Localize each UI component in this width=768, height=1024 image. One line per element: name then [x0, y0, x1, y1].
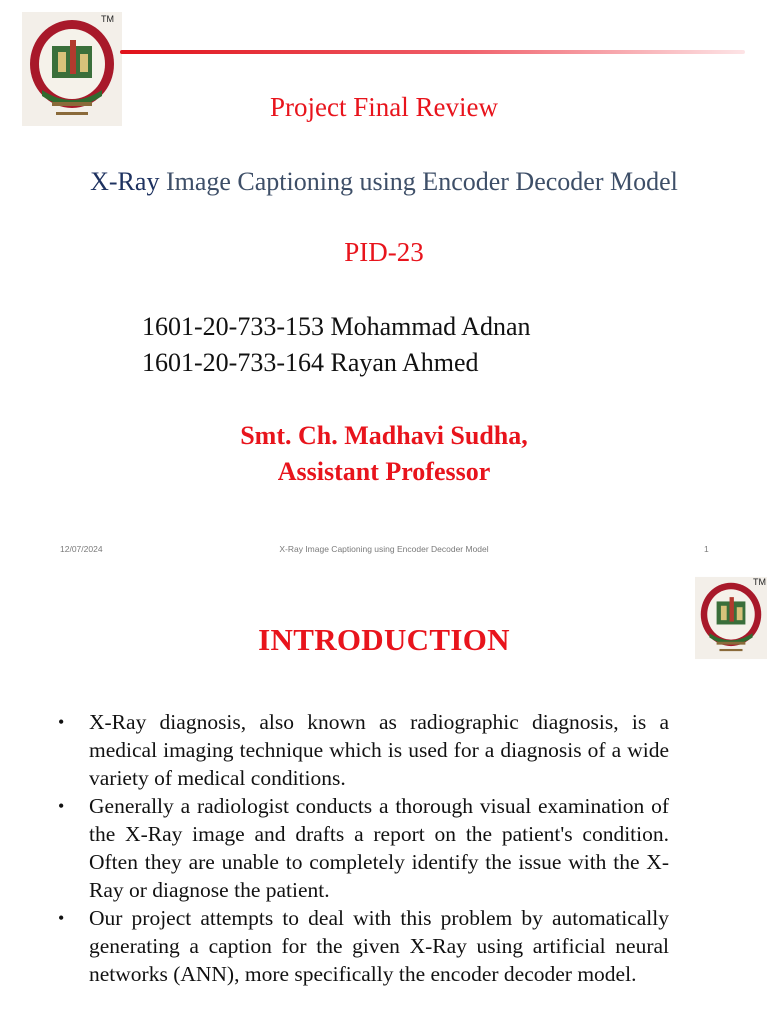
subtitle-lead: X-Ray — [90, 167, 160, 196]
section-heading: INTRODUCTION — [258, 622, 510, 657]
project-id: PID-23 — [344, 237, 424, 267]
bullet-icon: • — [58, 712, 65, 732]
member-1: 1601-20-733-153 Mohammad Adnan — [142, 312, 531, 341]
guide-title: Assistant Professor — [277, 457, 491, 486]
list-item — [56, 792, 669, 904]
title-divider-line — [120, 50, 745, 54]
subtitle-rest: Image Captioning using Encoder Decoder Model — [159, 167, 678, 196]
presentation-title: Project Final Review — [270, 92, 498, 122]
bullet-text: Generally a radiologist conducts a thorough visual examination of the X-Ray image and drafts a report on the patient's condition. Often they are unable to completely identify the issue with the X-Ray or diagnose the patient. — [89, 794, 669, 902]
guide-name: Smt. Ch. Madhavi Sudha, — [240, 421, 528, 450]
footer-title: X-Ray Image Captioning using Encoder Decoder Model — [279, 544, 489, 554]
footer-date: 12/07/2024 — [60, 544, 103, 554]
list-item — [56, 708, 669, 792]
list-item — [56, 904, 669, 988]
member-2: 1601-20-733-164 Rayan Ahmed — [142, 348, 479, 377]
bullet-text: Our project attempts to deal with this problem by automatically generating a caption for the given X-Ray using artificial neural networks (ANN), more specifically the encoder decoder model. — [89, 906, 669, 986]
bullet-list — [56, 708, 669, 988]
project-subtitle — [0, 167, 768, 197]
bullet-icon: • — [58, 908, 65, 928]
trademark-label: TM — [753, 577, 766, 587]
footer-page-number: 1 — [704, 544, 709, 554]
guide-info — [0, 418, 768, 490]
trademark-label: TM — [101, 14, 114, 24]
bullet-icon: • — [58, 796, 65, 816]
team-members — [142, 309, 531, 381]
bullet-text: X-Ray diagnosis, also known as radiographic diagnosis, is a medical imaging technique which is used for a diagnosis of a wide variety of medical conditions. — [89, 710, 669, 790]
slide-2 — [0, 570, 768, 1024]
